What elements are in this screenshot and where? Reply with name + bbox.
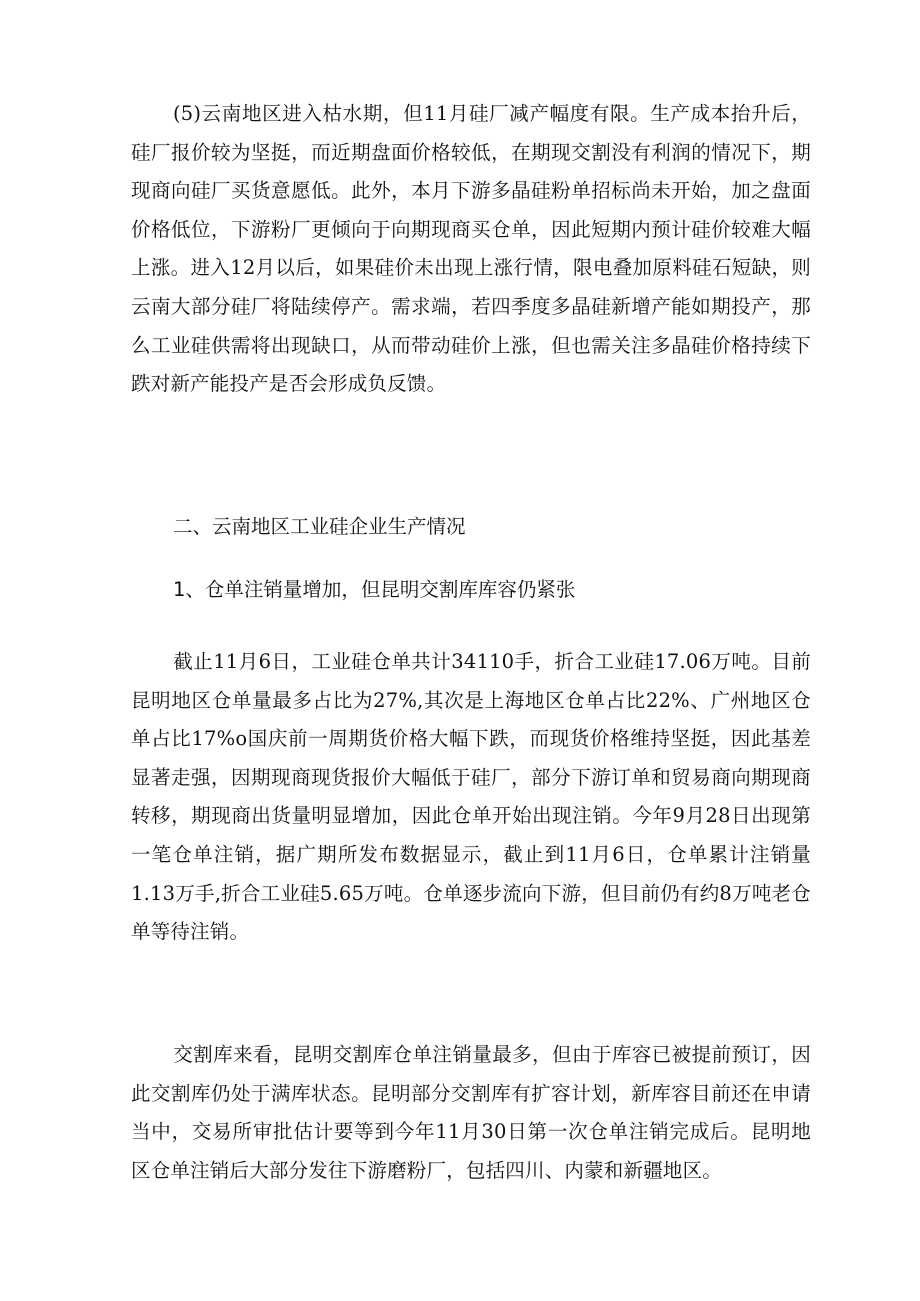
paragraph-warehouse-receipts: [131, 643, 811, 952]
paragraph-yunnan-dry-season: [131, 95, 811, 404]
paragraph-text: 截止11月6日，工业硅仓单共计34110手，折合工业硅17.06万吨。目前昆明地区仓单量最多占比为27%,其次是上海地区仓单占比22%、广州地区仓单占比17%o国庆前一周期货价格大幅下跌，而现货价格维持坚挺，因此基差显著走强，因期现商现货报价大幅低于硅厂，部分下游订单和贸易商向期现商转移，期现商出货量明显增加，因此仓单开始出现注销。今年9月28日出现第一笔仓单注销，据广期所发布数据显示，截止到11月6日，仓单累计注销量1.13万手,折合工业硅5.65万吨。仓单逐步流向下游，但目前仍有约8万吨老仓单等待注销。: [131, 650, 811, 944]
paragraph-text: (5)云南地区进入枯水期，但11月硅厂减产幅度有限。生产成本抬升后，硅厂报价较为坚挺，而近期盘面价格较低，在期现交割没有利润的情况下，期现商向硅厂买货意愿低。此外，本月下游多晶硅粉单招标尚未开始，加之盘面价格低位，下游粉厂更倾向于向期现商买仓单，因此短期内预计硅价较难大幅上涨。进入12月以后，如果硅价未出现上涨行情，限电叠加原料硅石短缺，则云南大部分硅厂将陆续停产。需求端，若四季度多晶硅新增产能如期投产，那么工业硅供需将出现缺口，从而带动硅价上涨，但也需关注多晶硅价格持续下跌对新产能投产是否会形成负反馈。: [131, 102, 811, 396]
paragraph-delivery-warehouse: [131, 1036, 811, 1190]
section-heading: 二、云南地区工业硅企业生产情况: [173, 515, 466, 538]
paragraph-text: 交割库来看，昆明交割库仓单注销量最多，但由于库容已被提前预订，因此交割库仍处于满库状态。昆明部分交割库有扩容计划，新库容目前还在申请当中，交易所审批估计要等到今年11月30日第一次仓单注销完成后。昆明地区仓单注销后大部分发往下游磨粉厂，包括四川、内蒙和新疆地区。: [131, 1043, 811, 1182]
subsection-heading: 1、仓单注销量增加，但昆明交割库库容仍紧张: [173, 578, 576, 601]
